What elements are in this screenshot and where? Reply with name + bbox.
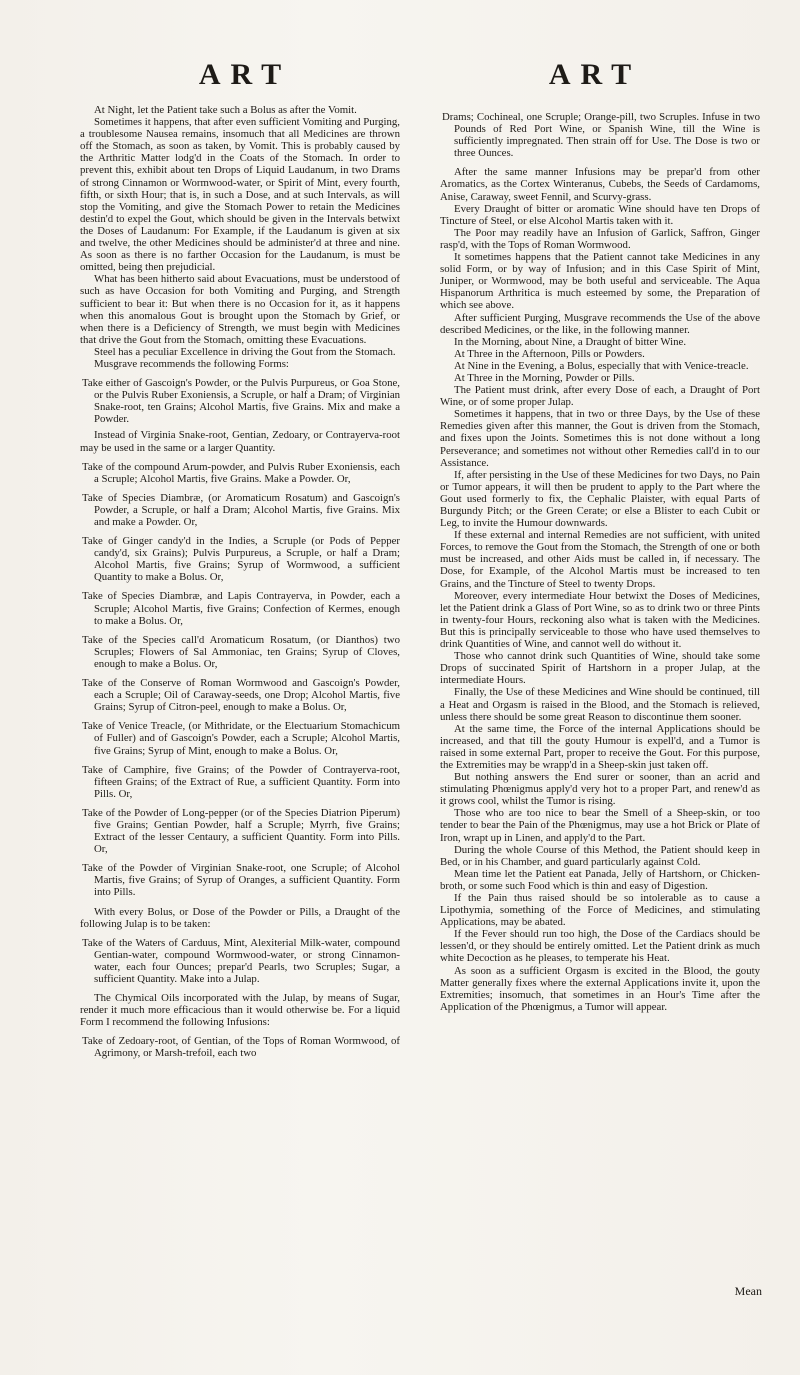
paragraph: If the Fever should run too high, the Dose of the Cardiacs should be lessen'd, or they should be entirely omitted. Let the Patient drink as much white Decoction as he pleases, to temperate his Heat. [440,928,760,965]
paragraph: If, after persisting in the Use of these Medicines for two Days, no Pain or Tumor appears, it will then be prudent to apply to the Part where the Gout used formerly to fix, the Cephalic Plaister, with equal Parts of Burgundy Pitch; or the Green Cerate; or else a Blister to each Cubit or Leg, to invite the Humour downwards. [440,468,760,530]
paragraph: At the same time, the Force of the internal Applications should be increased, and that till the gouty Humour is expell'd, and a Tumor is raised in some external Part, proper to receive the Gout. For this purpose, the Extremities may be wrapp'd in a Sheep-skin just taken off. [440,722,760,771]
paragraph: After sufficient Purging, Musgrave recommends the Use of the above described Medicines, or the like, in the following manner. [440,311,760,336]
paragraph: At Night, let the Patient take such a Bolus as after the Vomit. [94,104,357,116]
paragraph: At Three in the Morning, Powder or Pills. [454,371,635,384]
paragraph: Take of the Species call'd Aromaticum Rosatum, (or Dianthos) two Scruples; Flowers of Sal Ammoniac, ten Grains; Syrup of Cloves, enough to make a Bolus. Or, [82,633,400,670]
paragraph: At Nine in the Evening, a Bolus, especially that with Venice-treacle. [454,359,749,372]
paragraph: If the Pain thus raised should be so intolerable as to cause a Lipothymia, something of the Force of Medicines, and stimulating Applications, may be abated. [440,892,760,929]
paragraph: In the Morning, about Nine, a Draught of bitter Wine. [454,335,687,348]
paragraph: Take of Venice Treacle, (or Mithridate, or the Electuarium Stomachicum of Fuller) and of Gascoign's Powder, each a Scruple; Alcohol Martis, five Grains; Syrup of Mint, enough to make a Bolus. Or, [82,720,400,757]
paragraph: Take of the Conserve of Roman Wormwood and Gascoign's Powder, each a Scruple; Oil of Caraway-seeds, one Drop; Alcohol Martis, five Grains; Syrup of Citron-peel, enough to make a Bolus. Or, [82,677,400,714]
paragraph: Take of the compound Arum-powder, and Pulvis Ruber Exoniensis, each a Scruple; Alcohol Martis, five Grains. Make a Powder. Or, [82,460,400,485]
paragraph: Take of the Powder of Long-pepper (or of the Species Diatrion Piperum) five Grains; Gentian Powder, half a Scruple; Myrrh, five Grains; Extract of the lesser Centaury, a sufficient Quantity. Form into Pills. Or, [82,806,400,856]
paragraph: Take of the Powder of Virginian Snake-root, one Scruple; of Alcohol Martis, five Grains; of Syrup of Oranges, a sufficient Quantity. Form into Pills. [82,862,400,899]
paragraph: With every Bolus, or Dose of the Powder or Pills, a Draught of the following Julap is to be taken: [80,905,400,930]
paragraph: The Patient must drink, after every Dose of each, a Draught of Port Wine, or of some proper Julap. [440,384,760,409]
paragraph: At Three in the Afternoon, Pills or Powders. [454,347,645,360]
paragraph: Those who cannot drink such Quantities of Wine, should take some Drops of succinated Spirit of Hartshorn in a proper Julap, at the intermediate Hours. [440,650,760,687]
left-column [80,104,400,1064]
running-head-left: ART [198,58,292,91]
running-head-right: ART [548,58,642,91]
paragraph: Sometimes it happens, that after even sufficient Vomiting and Purging, a troublesome Nausea remains, insomuch that all Medicines are thrown off the Stomach, as soon as taken, by Vomit. This is probably caused by the Arthritic Matter lodg'd in the Coats of the Stomach. In order to prevent this, exhibit about ten Drops of Liquid Laudanum, in two Drams of strong Cinnamon or Wormwood-water, or Spirit of Mint, every fourth, fifth, or sixth Hour; that is, in such a Dose, and at such Intervals, as will stop the Vomiting, and give the Stomach Power to retain the Medicines destin'd to expel the Gout, which should be given in the Intervals betwixt the Doses of Laudanum: For Example, if the Laudanum is given at six and twelve, the other Medicines should be administer'd at three and nine. As soon as there is no farther Occasion for the Laudanum, is must be omitted, being then prejudicial. [80,116,400,274]
paragraph: Steel has a peculiar Excellence in driving the Gout from the Stomach. [94,345,396,358]
paragraph: Instead of Virginia Snake-root, Gentian, Zedoary, or Contrayerva-root may be used in the same or a larger Quantity. [80,429,400,454]
paragraph: It sometimes happens that the Patient cannot take Medicines in any solid Form, or by way of Infusion; and in this Case Spirit of Mint, Juniper, or Wormwood, may be both useful and serviceable. The Aqua Hispanorum Arthritica is much esteemed by some, the Preparation of which see above. [440,251,760,312]
paragraph: As soon as a sufficient Orgasm is excited in the Blood, the gouty Matter generally fixes where the external Applications invite it, upon the Extremities; insomuch, that sometimes in an Hour's Time after the Application of the Phœnigmus, a Tumor will appear. [440,964,760,1013]
paragraph: Every Draught of bitter or aromatic Wine should have ten Drops of Tincture of Steel, or else Alcohol Martis taken with it. [440,202,760,227]
paragraph: During the whole Course of this Method, the Patient should keep in Bed, or in his Chamber, and guard particularly against Cold. [440,843,760,868]
right-column [440,104,760,1064]
paragraph: After the same manner Infusions may be prepar'd from other Aromatics, as the Cortex Winteranus, Cubebs, the Seeds of Cardamoms, Anise, Caraway, sweet Fennil, and Scurvy-grass. [440,166,760,203]
running-heads [80,58,760,104]
paragraph: What has been hitherto said about Evacuations, must be understood of such as have Occasion for both Vomiting and Purging, and Strength sufficient to bear it: But when there is no Occasion for it, as it happens when this anomalous Gout is brought upon the Stomach by Grief, or when there is a Deficiency of Strength, we must begin with Medicines that drive the Gout from the Stomach, omitting these Evacuations. [80,273,400,346]
paragraph: Musgrave recommends the following Forms: [94,357,289,370]
paragraph: Take of Species Diambræ, and Lapis Contrayerva, in Powder, each a Scruple; Alcohol Martis, five Grains; Confection of Kermes, enough to make a Bolus. Or, [82,590,400,627]
paragraph: Take of the Waters of Carduus, Mint, Alexiterial Milk-water, compound Gentian-water, compound Wormwood-water, or strong Cinnamon-water, each four Ounces; prepar'd Pearls, two Scruples; Sugar, a sufficient Quantity. Make into a Julap. [82,936,400,985]
paragraph: But nothing answers the End surer or sooner, than an acrid and stimulating Phœnigmus apply'd very hot to a proper Part, and renew'd as it grows cool, whilst the Tumor is rising. [440,771,760,808]
paragraph: Take of Ginger candy'd in the Indies, a Scruple (or Pods of Pepper candy'd, six Grains); Pulvis Purpureus, a Scruple, or half a Dram; Alcohol Martis, five Grains; Syrup of Wormwood, a sufficient Quantity to make a Bolus. Or, [82,535,400,584]
paragraph: The Chymical Oils incorporated with the Julap, by means of Sugar, render it much more efficacious than it would otherwise be. For a liquid Form I recommend the following Infusions: [80,992,400,1029]
paragraph: Moreover, every intermediate Hour betwixt the Doses of Medicines, let the Patient drink a Glass of Port Wine, so as to drink two or three Pints in twenty-four Hours, reckoning also what is taken with the Medicines. But this is principally serviceable to those who have used themselves to drink Quantities of Wine, and cannot well do without it. [440,589,760,651]
paragraph: Mean time let the Patient eat Panada, Jelly of Hartshorn, or Chicken-broth, or some such Food which is thin and easy of Digestion. [440,867,760,892]
paragraph: Drams; Cochineal, one Scruple; Orange-pill, two Scruples. Infuse in two Pounds of Red Port Wine, or Spanish Wine, till the Wine is sufficiently impregnated. Then strain off for Use. The Dose is two or three Ounces. [442,111,760,160]
paragraph: The Poor may readily have an Infusion of Garlick, Saffron, Ginger rasp'd, with the Tops of Roman Wormwood. [440,226,760,251]
paragraph: Take of Camphire, five Grains; of the Powder of Contrayerva-root, fifteen Grains; of the Extract of Rue, a sufficient Quantity. Form into Pills. Or, [82,763,400,800]
paragraph: Take of Species Diambræ, (or Aromaticum Rosatum) and Gascoign's Powder, a Scruple, or half a Dram; Alcohol Martis, five Grains. Mix and make a Powder. Or, [82,491,400,528]
paragraph: Those who are too nice to bear the Smell of a Sheep-skin, or too tender to bear the Pain of the Phœnigmus, may use a hot Brick or Plate of Iron, wrapt up in Linen, and apply'd to the Part. [440,807,760,844]
paragraph: Sometimes it happens, that in two or three Days, by the Use of these Remedies given after this manner, the Gout is driven from the Stomach, and fixes upon the Joints. Sometimes this is not done without a long Perseverance; and sometimes not without other Remedies call'd in to our Assistance. [440,408,760,469]
paragraph: Take of Zedoary-root, of Gentian, of the Tops of Roman Wormwood, of Agrimony, or Marsh-trefoil, each two [82,1035,400,1060]
paragraph: If these external and internal Remedies are not sufficient, with united Forces, to remove the Gout from the Stomach, the Strength of one or both must be increased, and other Aids must be called in, if necessary. The Dose, for Example, of the Alcohol Martis must be increased to ten Grains, and the Tincture of Steel to twenty Drops. [440,529,760,590]
paragraph: Finally, the Use of these Medicines and Wine should be continued, till a Heat and Orgasm is raised in the Blood, and the Stomach is relieved, unless there should be some great Reason to discontinue them sooner. [440,686,760,723]
paragraph: Take either of Gascoign's Powder, or the Pulvis Purpureus, or Goa Stone, or the Pulvis Ruber Exoniensis, a Scruple, or half a Dram; of Virginian Snake-root, ten Grains; Alcohol Martis, five Grains. Mix and make a Powder. [82,377,401,426]
catchword: Mean [734,1284,762,1298]
